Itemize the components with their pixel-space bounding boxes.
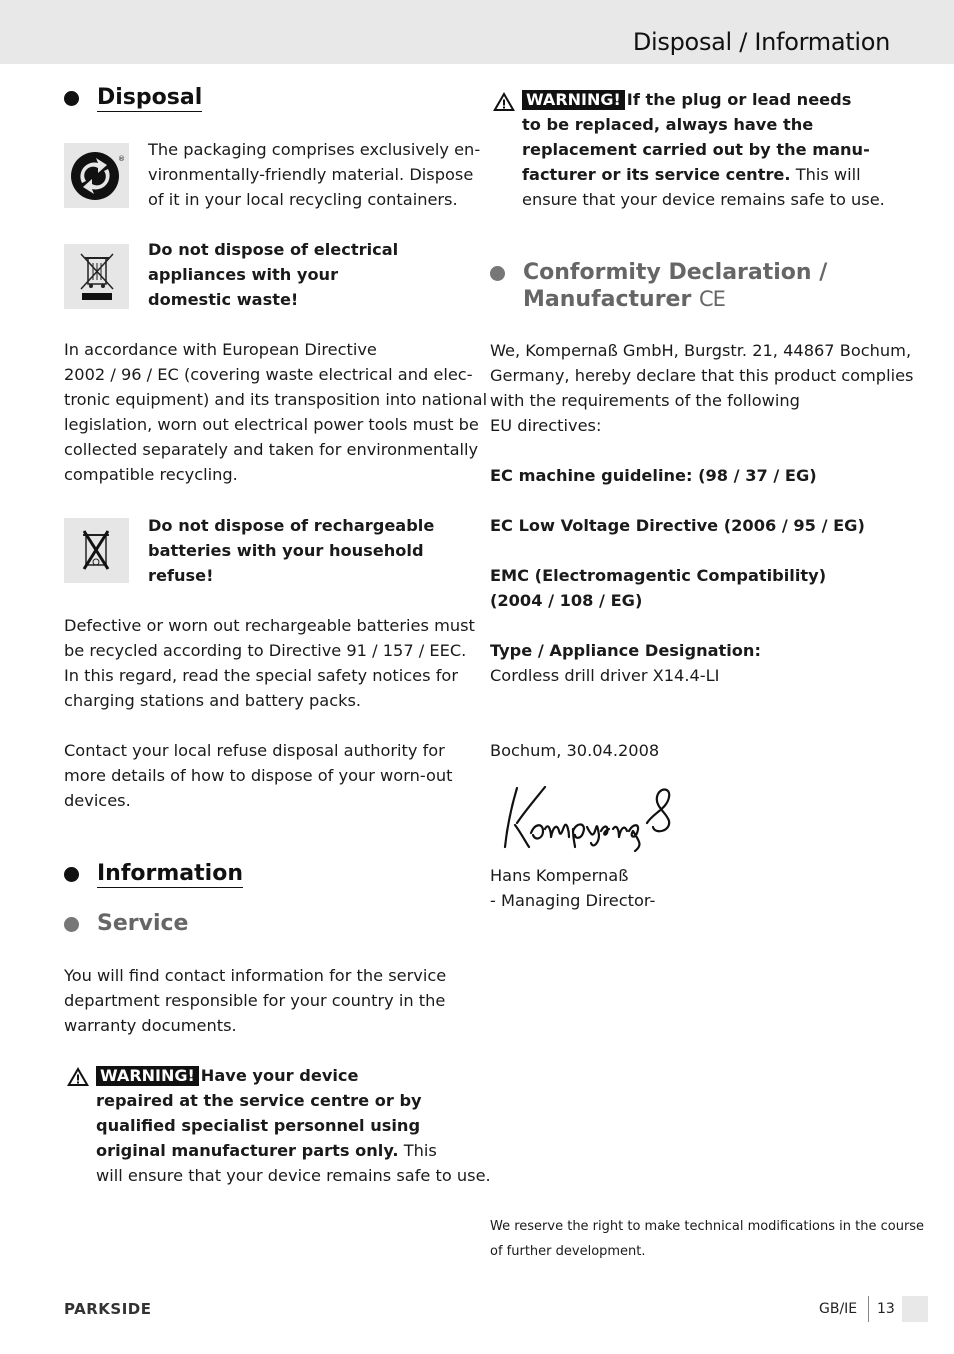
page-header	[0, 0, 954, 64]
reserve-note: We reserve the right to make technical modifications in the course of further development.	[490, 1219, 925, 1259]
page-tab-marker	[902, 1296, 928, 1322]
crossed-bin-icon	[64, 244, 129, 309]
battery-bin-icon	[64, 518, 129, 583]
type-designation: Type / Appliance Designation: Cordless drill driver X14.4-LI	[490, 641, 761, 685]
directive-emc: EMC (Electromagentic Compatibility) (2004 / 108 / EG)	[490, 566, 827, 610]
weee-text: In accordance with European Directive 2002 / 96 / EC (covering waste electrical and elec- tronic equipment) and its transposition into national legislation, worn out electrical power tools must be collected separately and taken for environmentally compatible recycling.	[64, 340, 488, 484]
footer-divider	[868, 1296, 869, 1322]
bullet-icon	[490, 266, 505, 281]
place-date: Bochum, 30.04.2008	[490, 741, 660, 760]
signer: Hans Kompernaß - Managing Director-	[490, 866, 656, 910]
warning-badge: WARNING!	[96, 1066, 199, 1086]
service-warning: WARNING! Have your device repaired at the service centre or by qualified specialist personnel using original manufacturer parts only. This will ensure that your device remains safe to use.	[96, 1066, 491, 1185]
bullet-icon	[64, 867, 79, 882]
warning-triangle-icon	[66, 1066, 90, 1087]
battery-warning: Do not dispose of rechargeable batteries with your household refuse!	[148, 516, 435, 585]
ce-mark: CE	[699, 287, 725, 311]
bullet-icon	[64, 917, 79, 932]
plug-warning: WARNING! If the plug or lead needs to be replaced, always have the replacement carried out by the manu- facturer or its service centre. This will ensure that your device remains safe to use.	[522, 90, 885, 209]
brand-logo: PARKSIDE	[64, 1300, 152, 1318]
declaration-text: We, Kompernaß GmbH, Burgstr. 21, 44867 Bochum, Germany, hereby declare that this product complies with the requirements of the following EU directives:	[490, 341, 914, 435]
language-code: GB/IE	[819, 1301, 858, 1317]
warning-badge: WARNING!	[522, 90, 625, 110]
svg-text:®: ®	[118, 155, 125, 163]
green-dot-recycling-icon	[64, 143, 129, 208]
packaging-text: The packaging comprises exclusively en- vironmentally-friendly material. Dispose of it in your local recycling containers.	[148, 140, 481, 209]
directive-machine: EC machine guideline: (98 / 37 / EG)	[490, 466, 817, 485]
warning-triangle-icon	[492, 91, 516, 112]
bullet-icon	[64, 91, 79, 106]
page-number: 13	[877, 1301, 895, 1317]
directive-low-voltage: EC Low Voltage Directive (2006 / 95 / EG)	[490, 516, 865, 535]
contact-text: Contact your local refuse disposal authority for more details of how to dispose of your worn-out devices.	[64, 741, 453, 810]
signature-image	[497, 783, 682, 853]
page-title: Disposal / Information	[632, 28, 890, 56]
service-text: You will find contact information for the service department responsible for your country in the warranty documents.	[64, 966, 447, 1035]
weee-warning: Do not dispose of electrical appliances with your domestic waste!	[148, 240, 399, 309]
battery-text: Defective or worn out rechargeable batteries must be recycled according to Directive 91 / 157 / EEC. In this regard, read the special safety notices for charging stations and battery packs.	[64, 616, 475, 710]
